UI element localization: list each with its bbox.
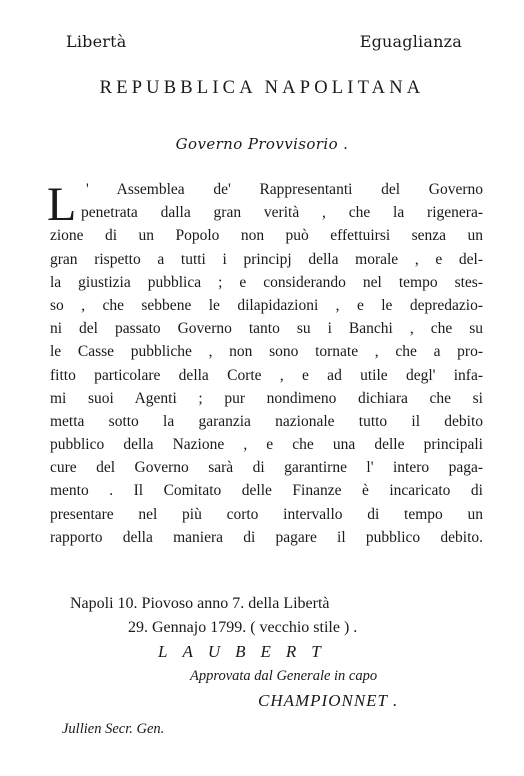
author-signature: LAUBERT [158,642,336,661]
motto-eguaglianza: Eguaglianza [359,32,462,51]
decree-line: ' Assemblea de' Rappresentanti del Governo [86,181,483,198]
decree-line: mento . Il Comitato delle Finanze è incaricato di [50,482,483,500]
document-subtitle: Governo Provvisorio . [175,135,349,153]
document-title: REPUBBLICA NAPOLITANA [99,78,425,98]
decree-line: mi suoi Agenti ; pur nondimeno dichiara che si [50,389,483,407]
decree-line: le Casse pubbliche , non sono tornate , che a pro- [50,343,483,361]
decree-line: penetrata dalla gran verità , che la rigenera- [81,204,483,222]
date-line-gregorian: 29. Gennajo 1799. ( vecchio stile ) . [128,619,358,636]
general-signature: CHAMPIONNET . [258,691,399,710]
secretary-signature: Jullien Secr. Gen. [62,721,165,737]
date-line-republican: Napoli 10. Piovoso anno 7. della Libertà [70,595,330,612]
approval-line: Approvata dal Generale in capo [190,668,378,684]
decree-line: cure del Governo sarà di garantirne l' intero paga- [50,459,483,477]
decree-line: ni del passato Governo tanto su i Banchi , che su [50,320,483,338]
decree-line: metta sotto la garanzia nazionale tutto il debito [50,412,483,430]
decree-line: rapporto della maniera di pagare il pubblico debito. [50,528,483,546]
decree-line: fitto particolare della Corte , e ad utile degl' infa- [50,366,483,384]
decree-line: la giustizia pubblica ; e considerando nel tempo stes- [50,273,483,291]
decree-line: zione di un Popolo non può effettuirsi senza un [50,227,483,245]
drop-cap: L [47,178,77,231]
decree-line: presentare nel più corto intervallo di tempo un [50,505,483,523]
decree-line: so , che sebbene le dilapidazioni , e le depredazio- [50,296,483,314]
motto-liberta: Libertà [66,32,127,51]
decree-line: gran rispetto a tutti i principj della morale , e del- [50,250,483,268]
decree-line: pubblico della Nazione , e che una delle principali [50,436,483,454]
decree-body [50,178,483,549]
